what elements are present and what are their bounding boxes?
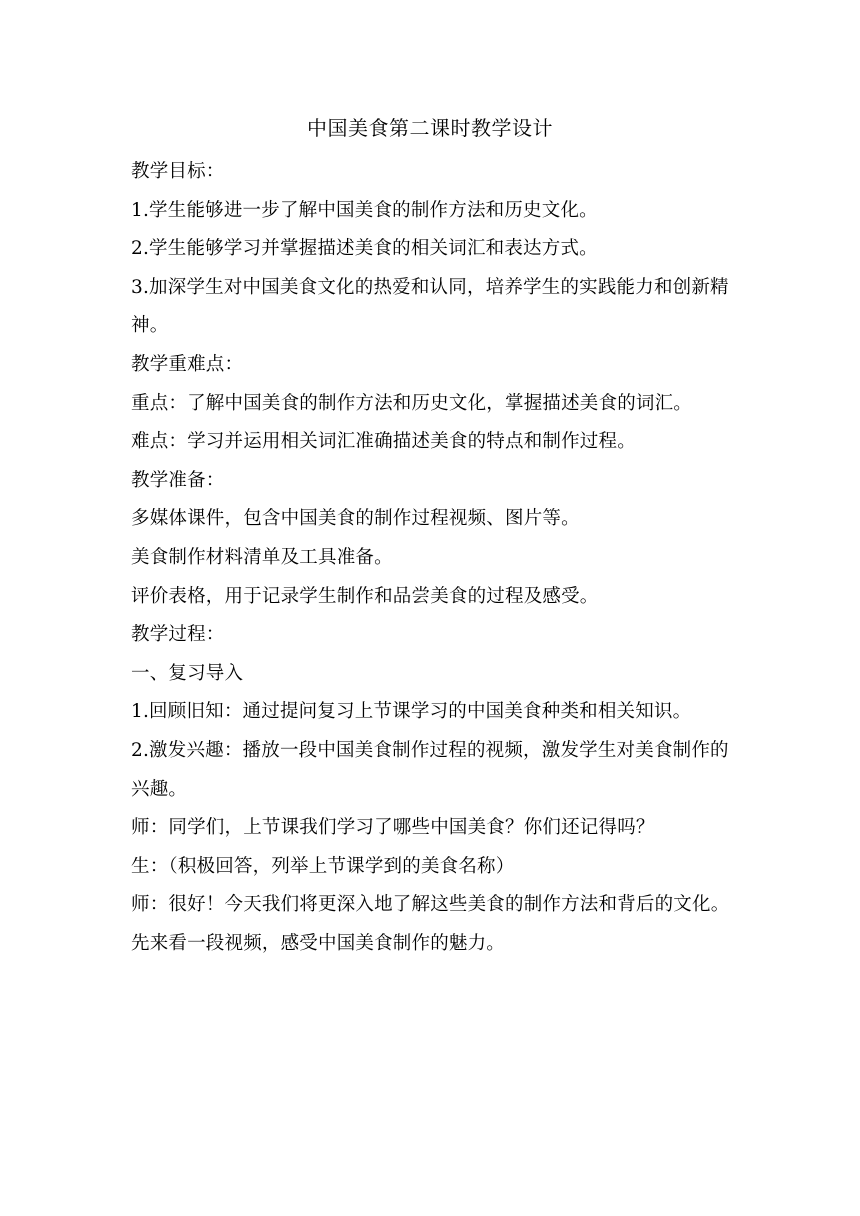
dialogue-teacher-2: 师：很好！今天我们将更深入地了解这些美食的制作方法和背后的文化。先来看一段视频，感受中国美食制作的魅力。 (131, 894, 730, 954)
preparation-item-1: 多媒体课件，包含中国美食的制作过程视频、图片等。 (131, 508, 580, 530)
heading-teaching-process: 教学过程： (131, 624, 225, 646)
difficult-point: 难点：学习并运用相关词汇准确描述美食的特点和制作过程。 (131, 431, 636, 453)
goal-item-1: 1.学生能够进一步了解中国美食的制作方法和历史文化。 (131, 199, 598, 221)
heading-teaching-preparation: 教学准备： (131, 469, 225, 491)
heading-key-difficult-points: 教学重难点： (131, 353, 244, 375)
goal-item-3: 3.加深学生对中国美食文化的热爱和认同，培养学生的实践能力和创新精神。 (131, 276, 729, 337)
heading-teaching-goals: 教学目标： (131, 161, 225, 182)
key-point: 重点：了解中国美食的制作方法和历史文化，掌握描述美食的词汇。 (131, 392, 693, 414)
preparation-item-3: 评价表格，用于记录学生制作和品尝美食的过程及感受。 (131, 585, 599, 607)
document-body (131, 153, 737, 963)
goal-item-2: 2.学生能够学习并掌握描述美食的相关词汇和表达方式。 (131, 238, 598, 260)
section-review-intro: 一、复习导入 (131, 662, 244, 684)
document-title: 中国美食第二课时教学设计 (307, 116, 553, 140)
process-step-1: 1.回顾旧知：通过提问复习上节课学习的中国美食种类和相关知识。 (131, 701, 692, 723)
preparation-item-2: 美食制作材料清单及工具准备。 (131, 546, 393, 568)
process-step-2: 2.激发兴趣：播放一段中国美食制作过程的视频，激发学生对美食制作的兴趣。 (131, 739, 729, 800)
dialogue-teacher-1: 师：同学们，上节课我们学习了哪些中国美食？你们还记得吗？ (131, 817, 655, 839)
dialogue-student-1: 生：（积极回答，列举上节课学到的美食名称） (131, 855, 515, 877)
